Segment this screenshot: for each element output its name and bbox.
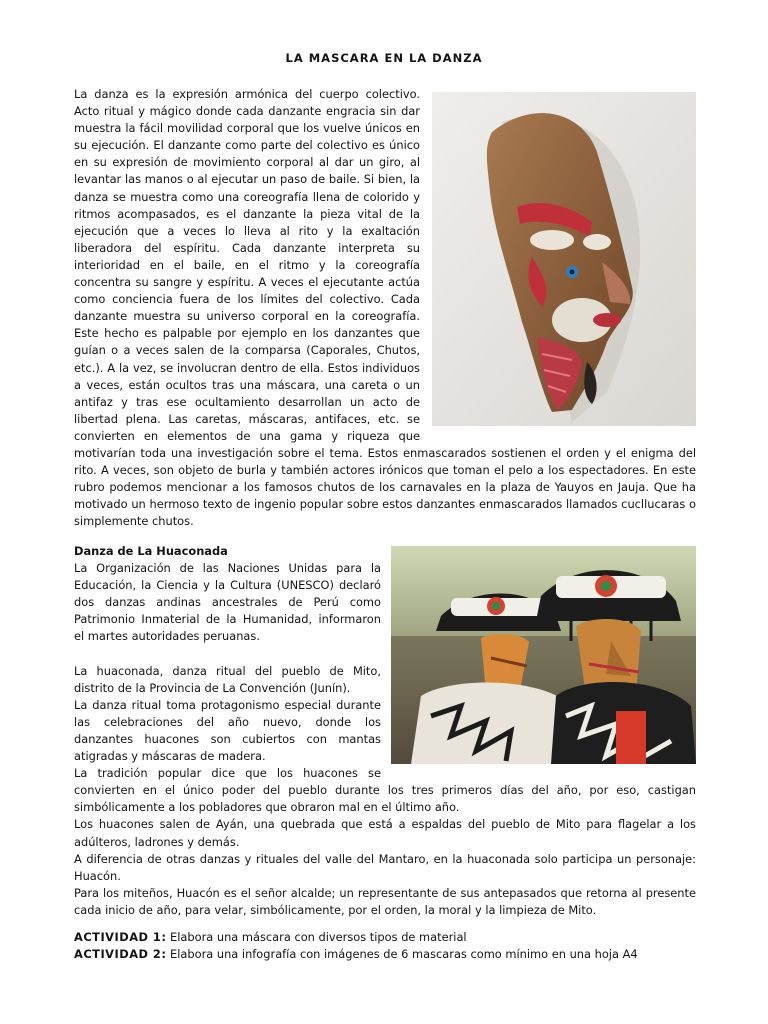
huaconada-dancers-photo xyxy=(391,546,696,764)
huaconada-section xyxy=(74,543,696,919)
ritual-paragraph: La danza ritual toma protagonismo especial durante las celebraciones del año nuevo, donde los danzantes huacones son cubiertos con mantas atigradas y máscaras de madera. xyxy=(74,697,381,764)
intro-section xyxy=(74,86,696,530)
tradition-paragraph: La tradición popular dice que los huacones se convierten en el único poder del pueblo durante los tres primeros días del año, por eso, castigan simbólicamente a los pobladores que obraron mal en el último año. xyxy=(74,766,696,815)
activity-1-text: Elabora una máscara con diversos tipos de material xyxy=(170,930,467,944)
activity-2-label: ACTIVIDAD 2: xyxy=(74,947,167,962)
activity-2-text: Elabora una infografía con imágenes de 6 mascaras como mínimo en una hoja A4 xyxy=(170,947,638,962)
page-title: LA MASCARA EN LA DANZA xyxy=(285,51,483,65)
activity-1 xyxy=(74,929,696,946)
huaconada-paragraph: La huaconada, danza ritual del pueblo de Mito, distrito de la Provincia de La Convención (Junín). xyxy=(74,663,381,695)
activity-2 xyxy=(74,946,696,963)
leather-mask-photo xyxy=(432,92,696,426)
mitenos-paragraph: Para los miteños, Huacón es el señor alcalde; un representante de sus antepasados que retorna al presente cada inicio de año, para velar, simbólicamente, por el orden, la moral y la limpieza de Mito. xyxy=(74,885,696,917)
activity-1-label: ACTIVIDAD 1: xyxy=(74,930,167,944)
unesco-paragraph: La Organización de las Naciones Unidas para la Educación, la Ciencia y la Cultura (UNESCO) declaró dos danzas andinas ancestrales de Perú como Patrimonio Inmaterial de la Humanidad, informaron el martes autoridades peruanas. xyxy=(74,561,381,644)
mantaro-paragraph: A diferencia de otras danzas y rituales del valle del Mantaro, en la huaconada solo participa un personaje: Huacón. xyxy=(74,851,696,883)
section-heading: Danza de La Huaconada xyxy=(74,544,228,558)
huacones-paragraph: Los huacones salen de Ayán, una quebrada que está a espaldas del pueblo de Mito para flagelar a los adúlteros, ladrones y demás. xyxy=(74,817,696,849)
intro-paragraph: La danza es la expresión armónica del cuerpo colectivo. Acto ritual y mágico donde cada danzante engracia sin dar muestra la fácil movilidad corporal que los vuelve únicos en su ejecución. El danzante como parte del colectivo es único en su expresión de movimiento corporal al dar un giro, al levantar las manos o al ejecutar un paso de baile. Si bien, la danza se muestra como una coreografía llena de colorido y ritmos acompasados, es el danzante la pieza vital de la ejecución que a veces lo lleva al rito y la exaltación liberadora del espíritu. Cada danzante interpreta su interioridad en el baile, en el ritmo y la coreografía concentra su sangre y espíritu. A veces el ejecutante actúa como conciencia fuera de los límites del colectivo. Cada danzante muestra su universo corporal en la coreografía. Este hecho es palpable por ejemplo en los danzantes que guían o a veces salen de la comparsa (Caporales, Chutos, etc.). A la vez, se involucran dentro de ella. Estos individuos a veces, están ocultos tras una máscara, una careta o un antifaz y tras ese ocultamiento desarrollan un acto de libertad plena. Las caretas, máscaras, antifaces, etc. se convierten en elementos de una gama y riqueza que motivarían toda una investigación sobre el tema. Estos enmascarados sostienen el orden y el enigma del rito. A veces, son objeto de burla y también actores irónicos que toman el pelo a los espectadores. En este rubro podemos mencionar a los famosos chutos de los carnavales en la plaza de Yauyos en Jauja. Que ha motivado un hermoso texto de ingenio popular sobre estos danzantes enmascarados llamados cucllucaras o simplemente chutos. xyxy=(74,87,696,529)
activities-section xyxy=(74,929,696,963)
